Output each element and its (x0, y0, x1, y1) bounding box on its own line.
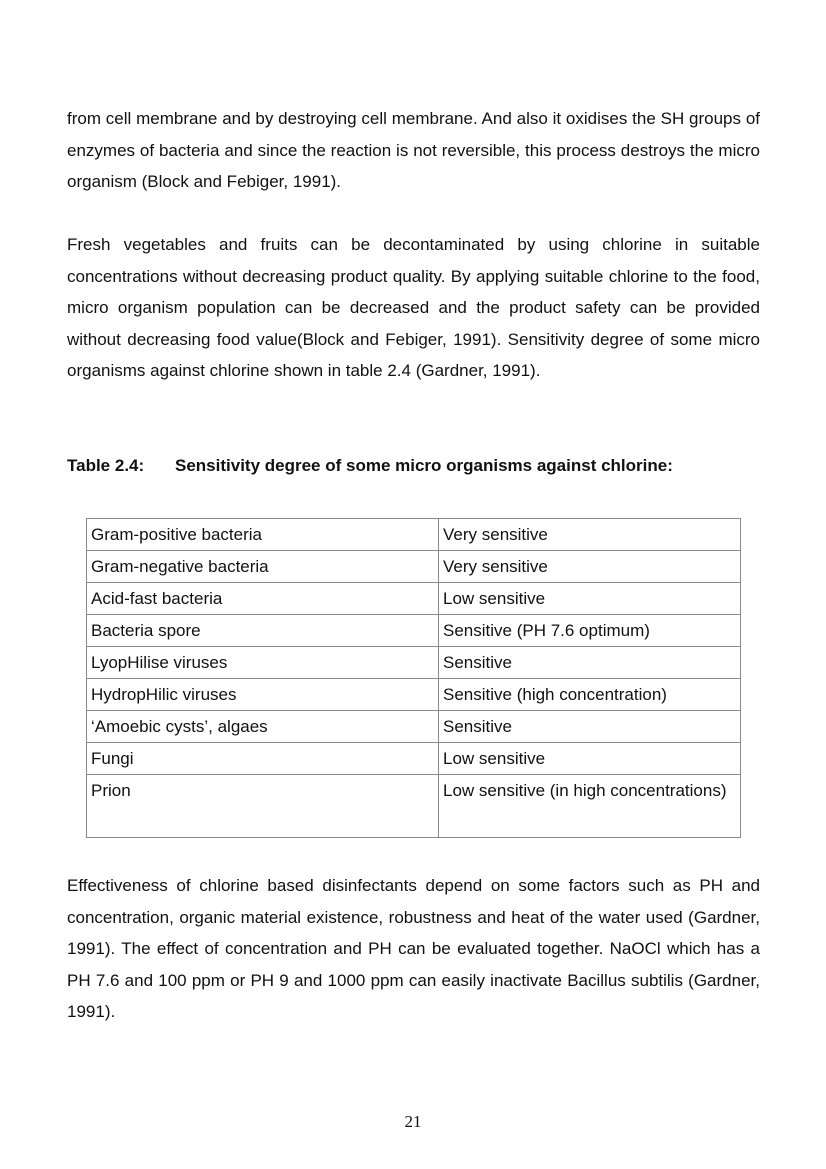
organism-cell: Prion (87, 775, 439, 838)
page-number: 21 (404, 1112, 422, 1131)
sensitivity-cell: Very sensitive (439, 519, 741, 551)
table-caption-label: Table 2.4: (67, 456, 145, 475)
paragraph-effectiveness: Effectiveness of chlorine based disinfectants depend on some factors such as PH and concentration, organic material existence, robustness and heat of the water used (Gardner, 1991). The effect of concentration and PH can be evaluated together. NaOCl which has a PH 7.6 and 100 ppm or PH 9 and 1000 ppm can easily inactivate Bacillus subtilis (Gardner, 1991). (67, 876, 760, 1021)
table-row (87, 775, 741, 838)
organism-cell: ‘Amoebic cysts’, algaes (87, 711, 439, 743)
table-row (87, 519, 741, 551)
table-row (87, 615, 741, 647)
sensitivity-table (86, 518, 741, 838)
paragraph-vegetables: Fresh vegetables and fruits can be decontaminated by using chlorine in suitable concentrations without decreasing product quality. By applying suitable chlorine to the food, micro organism population can be decreased and the product safety can be provided without decreasing food value(Block and Febiger, 1991). Sensitivity degree of some micro organisms against chlorine shown in table 2.4 (Gardner, 1991). (67, 235, 760, 380)
table-row (87, 743, 741, 775)
table-caption-title: Sensitivity degree of some micro organisms against chlorine: (175, 456, 673, 475)
sensitivity-cell: Low sensitive (in high concentrations) (439, 775, 741, 838)
sensitivity-cell: Sensitive (PH 7.6 optimum) (439, 615, 741, 647)
sensitivity-cell: Low sensitive (439, 583, 741, 615)
organism-cell: Acid-fast bacteria (87, 583, 439, 615)
table-row (87, 711, 741, 743)
organism-cell: Fungi (87, 743, 439, 775)
organism-cell: Gram-positive bacteria (87, 519, 439, 551)
organism-cell: Bacteria spore (87, 615, 439, 647)
table-row (87, 647, 741, 679)
sensitivity-cell: Low sensitive (439, 743, 741, 775)
sensitivity-cell: Sensitive (439, 711, 741, 743)
table-caption (67, 451, 673, 481)
organism-cell: Gram-negative bacteria (87, 551, 439, 583)
table-row (87, 679, 741, 711)
organism-cell: HydropHilic viruses (87, 679, 439, 711)
paragraph-intro: from cell membrane and by destroying cell membrane. And also it oxidises the SH groups of enzymes of bacteria and since the reaction is not reversible, this process destroys the micro organism (Block and Febiger, 1991). (67, 109, 760, 191)
sensitivity-cell: Sensitive (439, 647, 741, 679)
sensitivity-cell: Very sensitive (439, 551, 741, 583)
sensitivity-cell: Sensitive (high concentration) (439, 679, 741, 711)
table-row (87, 551, 741, 583)
table-row (87, 583, 741, 615)
organism-cell: LyopHilise viruses (87, 647, 439, 679)
